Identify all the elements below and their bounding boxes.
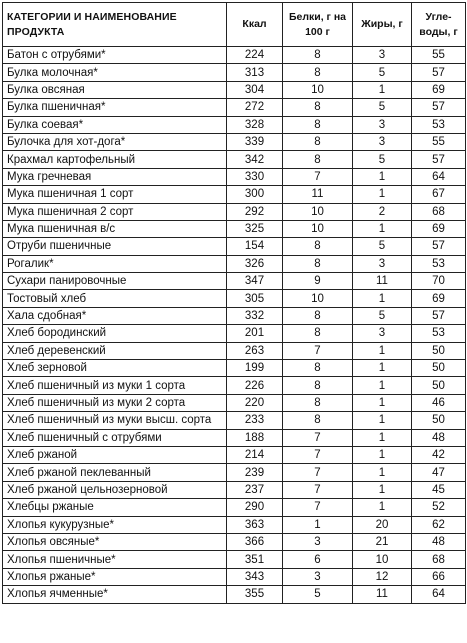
kcal-cell: 188 — [227, 429, 283, 446]
carbs-cell: 57 — [412, 307, 466, 324]
fat-cell: 12 — [353, 568, 412, 585]
header-row — [3, 3, 466, 47]
product-name-cell: Мука гречневая — [3, 168, 227, 185]
product-name-cell: Булка соевая* — [3, 116, 227, 133]
table-row — [3, 81, 466, 98]
protein-cell: 8 — [283, 238, 353, 255]
protein-cell: 8 — [283, 116, 353, 133]
product-name-cell: Хлеб ржаной цельнозерновой — [3, 481, 227, 498]
carbs-cell: 53 — [412, 325, 466, 342]
carbs-cell: 53 — [412, 116, 466, 133]
product-name-cell: Отруби пшеничные — [3, 238, 227, 255]
table-row — [3, 47, 466, 64]
table-row — [3, 342, 466, 359]
kcal-cell: 339 — [227, 133, 283, 150]
fat-cell: 5 — [353, 64, 412, 81]
protein-cell: 8 — [283, 360, 353, 377]
table-row — [3, 429, 466, 446]
table-row — [3, 377, 466, 394]
protein-cell: 8 — [283, 377, 353, 394]
product-name-cell: Хлопья пшеничные* — [3, 551, 227, 568]
product-name-cell: Крахмал картофельный — [3, 151, 227, 168]
protein-cell: 9 — [283, 273, 353, 290]
carbs-cell: 68 — [412, 203, 466, 220]
product-name-cell: Хлеб зерновой — [3, 360, 227, 377]
table-body — [3, 47, 466, 604]
protein-cell: 7 — [283, 429, 353, 446]
fat-cell: 1 — [353, 429, 412, 446]
fat-cell: 1 — [353, 499, 412, 516]
product-name-cell: Хлопья овсяные* — [3, 533, 227, 550]
fat-cell: 21 — [353, 533, 412, 550]
table-row — [3, 568, 466, 585]
table-row — [3, 151, 466, 168]
table-row — [3, 394, 466, 411]
fat-cell: 1 — [353, 481, 412, 498]
table-row — [3, 360, 466, 377]
kcal-cell: 224 — [227, 47, 283, 64]
carbs-cell: 69 — [412, 81, 466, 98]
fat-cell: 3 — [353, 133, 412, 150]
kcal-cell: 325 — [227, 220, 283, 237]
product-name-cell: Рогалик* — [3, 255, 227, 272]
kcal-cell: 201 — [227, 325, 283, 342]
kcal-cell: 239 — [227, 464, 283, 481]
table-row — [3, 516, 466, 533]
carbs-cell: 45 — [412, 481, 466, 498]
product-name-cell: Батон с отрубями* — [3, 47, 227, 64]
product-name-cell: Хлопья ржаные* — [3, 568, 227, 585]
table-row — [3, 116, 466, 133]
fat-cell: 2 — [353, 203, 412, 220]
protein-cell: 8 — [283, 412, 353, 429]
fat-cell: 1 — [353, 360, 412, 377]
protein-cell: 7 — [283, 446, 353, 463]
carbs-cell: 69 — [412, 220, 466, 237]
fat-cell: 1 — [353, 377, 412, 394]
carbs-cell: 67 — [412, 186, 466, 203]
kcal-cell: 332 — [227, 307, 283, 324]
protein-cell: 11 — [283, 186, 353, 203]
table-row — [3, 133, 466, 150]
header-protein: Белки, г на 100 г — [283, 3, 353, 47]
fat-cell: 1 — [353, 342, 412, 359]
table-row — [3, 203, 466, 220]
carbs-cell: 57 — [412, 99, 466, 116]
fat-cell: 1 — [353, 412, 412, 429]
kcal-cell: 292 — [227, 203, 283, 220]
table-row — [3, 220, 466, 237]
protein-cell: 3 — [283, 533, 353, 550]
kcal-cell: 233 — [227, 412, 283, 429]
protein-cell: 10 — [283, 203, 353, 220]
kcal-cell: 351 — [227, 551, 283, 568]
protein-cell: 3 — [283, 568, 353, 585]
protein-cell: 7 — [283, 464, 353, 481]
protein-cell: 10 — [283, 290, 353, 307]
protein-cell: 8 — [283, 325, 353, 342]
header-kcal: Ккал — [227, 3, 283, 47]
carbs-cell: 50 — [412, 412, 466, 429]
carbs-cell: 48 — [412, 429, 466, 446]
product-name-cell: Хлопья кукурузные* — [3, 516, 227, 533]
product-name-cell: Тостовый хлеб — [3, 290, 227, 307]
fat-cell: 1 — [353, 290, 412, 307]
kcal-cell: 220 — [227, 394, 283, 411]
kcal-cell: 355 — [227, 586, 283, 603]
protein-cell: 8 — [283, 133, 353, 150]
product-name-cell: Хлеб пшеничный из муки 1 сорта — [3, 377, 227, 394]
carbs-cell: 52 — [412, 499, 466, 516]
fat-cell: 1 — [353, 81, 412, 98]
protein-cell: 8 — [283, 64, 353, 81]
product-name-cell: Булка пшеничная* — [3, 99, 227, 116]
protein-cell: 10 — [283, 81, 353, 98]
fat-cell: 10 — [353, 551, 412, 568]
fat-cell: 1 — [353, 464, 412, 481]
kcal-cell: 263 — [227, 342, 283, 359]
protein-cell: 8 — [283, 307, 353, 324]
carbs-cell: 47 — [412, 464, 466, 481]
protein-cell: 6 — [283, 551, 353, 568]
carbs-cell: 57 — [412, 238, 466, 255]
table-row — [3, 412, 466, 429]
protein-cell: 5 — [283, 586, 353, 603]
carbs-cell: 53 — [412, 255, 466, 272]
carbs-cell: 50 — [412, 377, 466, 394]
kcal-cell: 214 — [227, 446, 283, 463]
fat-cell: 5 — [353, 238, 412, 255]
table-row — [3, 307, 466, 324]
carbs-cell: 70 — [412, 273, 466, 290]
product-name-cell: Мука пшеничная 2 сорт — [3, 203, 227, 220]
carbs-cell: 46 — [412, 394, 466, 411]
header-product-category: КАТЕГОРИИ И НАИМЕНОВАНИЕ ПРОДУКТА — [3, 3, 227, 47]
fat-cell: 1 — [353, 394, 412, 411]
kcal-cell: 154 — [227, 238, 283, 255]
protein-cell: 7 — [283, 499, 353, 516]
carbs-cell: 64 — [412, 168, 466, 185]
product-name-cell: Мука пшеничная в/с — [3, 220, 227, 237]
product-name-cell: Хлебцы ржаные — [3, 499, 227, 516]
protein-cell: 10 — [283, 220, 353, 237]
kcal-cell: 300 — [227, 186, 283, 203]
table-header — [3, 3, 466, 47]
kcal-cell: 326 — [227, 255, 283, 272]
carbs-cell: 66 — [412, 568, 466, 585]
product-name-cell: Булка овсяная — [3, 81, 227, 98]
product-name-cell: Хлеб пшеничный из муки высш. сорта — [3, 412, 227, 429]
table-row — [3, 481, 466, 498]
table-row — [3, 551, 466, 568]
kcal-cell: 305 — [227, 290, 283, 307]
fat-cell: 11 — [353, 273, 412, 290]
fat-cell: 3 — [353, 116, 412, 133]
fat-cell: 1 — [353, 446, 412, 463]
carbs-cell: 42 — [412, 446, 466, 463]
nutrition-table — [2, 2, 466, 604]
protein-cell: 8 — [283, 151, 353, 168]
protein-cell: 7 — [283, 481, 353, 498]
fat-cell: 1 — [353, 168, 412, 185]
kcal-cell: 328 — [227, 116, 283, 133]
protein-cell: 8 — [283, 255, 353, 272]
kcal-cell: 342 — [227, 151, 283, 168]
protein-cell: 1 — [283, 516, 353, 533]
protein-cell: 7 — [283, 168, 353, 185]
kcal-cell: 304 — [227, 81, 283, 98]
table-row — [3, 255, 466, 272]
product-name-cell: Мука пшеничная 1 сорт — [3, 186, 227, 203]
table-row — [3, 64, 466, 81]
table-row — [3, 99, 466, 116]
fat-cell: 3 — [353, 325, 412, 342]
table-row — [3, 168, 466, 185]
fat-cell: 3 — [353, 255, 412, 272]
carbs-cell: 69 — [412, 290, 466, 307]
kcal-cell: 363 — [227, 516, 283, 533]
header-carbs: Угле-воды, г — [412, 3, 466, 47]
table-row — [3, 533, 466, 550]
product-name-cell: Хлеб ржаной пеклеванный — [3, 464, 227, 481]
fat-cell: 20 — [353, 516, 412, 533]
table-row — [3, 325, 466, 342]
product-name-cell: Булка молочная* — [3, 64, 227, 81]
fat-cell: 11 — [353, 586, 412, 603]
kcal-cell: 343 — [227, 568, 283, 585]
kcal-cell: 313 — [227, 64, 283, 81]
kcal-cell: 226 — [227, 377, 283, 394]
kcal-cell: 272 — [227, 99, 283, 116]
product-name-cell: Хлеб ржаной — [3, 446, 227, 463]
carbs-cell: 50 — [412, 342, 466, 359]
kcal-cell: 237 — [227, 481, 283, 498]
kcal-cell: 290 — [227, 499, 283, 516]
carbs-cell: 48 — [412, 533, 466, 550]
table-row — [3, 186, 466, 203]
table-row — [3, 290, 466, 307]
carbs-cell: 68 — [412, 551, 466, 568]
product-name-cell: Хлеб пшеничный с отрубями — [3, 429, 227, 446]
fat-cell: 1 — [353, 220, 412, 237]
fat-cell: 3 — [353, 47, 412, 64]
table-row — [3, 238, 466, 255]
table-row — [3, 464, 466, 481]
carbs-cell: 57 — [412, 64, 466, 81]
kcal-cell: 199 — [227, 360, 283, 377]
header-fat: Жиры, г — [353, 3, 412, 47]
kcal-cell: 366 — [227, 533, 283, 550]
protein-cell: 8 — [283, 394, 353, 411]
product-name-cell: Хлеб пшеничный из муки 2 сорта — [3, 394, 227, 411]
fat-cell: 5 — [353, 307, 412, 324]
table-row — [3, 446, 466, 463]
product-name-cell: Хала сдобная* — [3, 307, 227, 324]
product-name-cell: Хлеб бородинский — [3, 325, 227, 342]
kcal-cell: 330 — [227, 168, 283, 185]
carbs-cell: 55 — [412, 47, 466, 64]
carbs-cell: 50 — [412, 360, 466, 377]
fat-cell: 5 — [353, 99, 412, 116]
protein-cell: 7 — [283, 342, 353, 359]
carbs-cell: 55 — [412, 133, 466, 150]
table-row — [3, 499, 466, 516]
table-row — [3, 586, 466, 603]
protein-cell: 8 — [283, 99, 353, 116]
kcal-cell: 347 — [227, 273, 283, 290]
product-name-cell: Хлеб деревенский — [3, 342, 227, 359]
carbs-cell: 57 — [412, 151, 466, 168]
carbs-cell: 62 — [412, 516, 466, 533]
product-name-cell: Сухари панировочные — [3, 273, 227, 290]
fat-cell: 5 — [353, 151, 412, 168]
carbs-cell: 64 — [412, 586, 466, 603]
product-name-cell: Хлопья ячменные* — [3, 586, 227, 603]
product-name-cell: Булочка для хот-дога* — [3, 133, 227, 150]
protein-cell: 8 — [283, 47, 353, 64]
fat-cell: 1 — [353, 186, 412, 203]
table-row — [3, 273, 466, 290]
